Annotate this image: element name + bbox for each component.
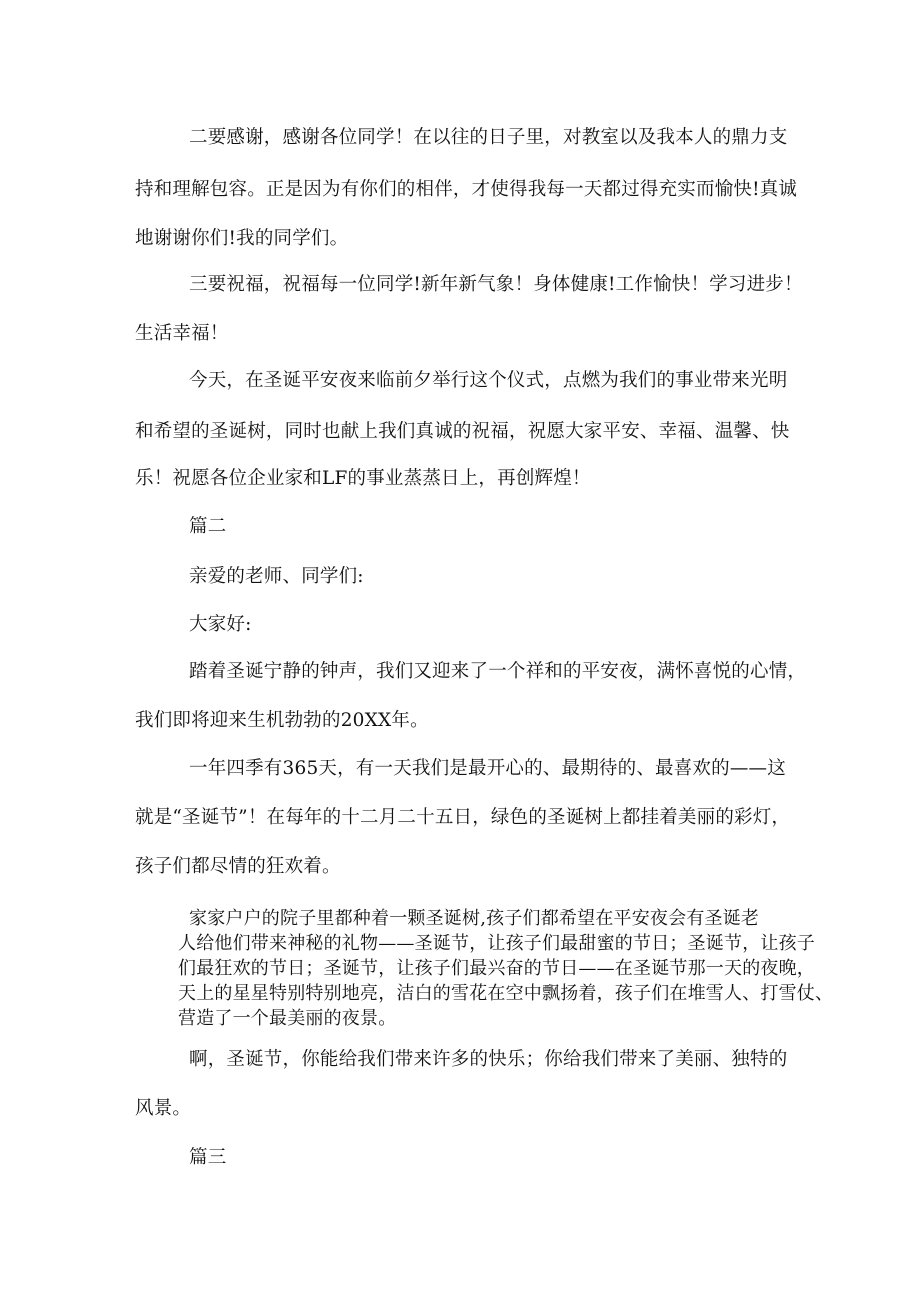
text-line: 二要感谢，感谢各位同学！在以往的日子里，对教室以及我本人的鼎力支 <box>189 127 788 148</box>
text-line: 就是“圣诞节”！在每年的十二月二十五日，绿色的圣诞树上都挂着美丽的彩灯， <box>135 807 791 828</box>
text-line: 三要祝福，祝福每一位同学!新年新气象！身体健康!工作愉快！学习进步！ <box>189 274 803 295</box>
text-line: 乐！祝愿各位企业家和LF的事业蒸蒸日上，再创辉煌！ <box>135 468 591 489</box>
section-heading: 篇三 <box>189 1147 227 1168</box>
text-line: 一年四季有365天，有一天我们是最开心的、最期待的、最喜欢的——这 <box>189 758 786 779</box>
salutation: 亲爱的老师、同学们: <box>189 566 364 587</box>
text-line: 持和理解包容。正是因为有你们的相伴，才使得我每一天都过得充实而愉快!真诚 <box>135 179 798 200</box>
text-line: 们最狂欢的节日；圣诞节，让孩子们最兴奋的节日——在圣诞节那一天的夜晚， <box>178 958 815 979</box>
text-line: 和希望的圣诞树，同时也献上我们真诚的祝福，祝愿大家平安、幸福、温馨、快 <box>135 421 790 442</box>
text-line: 人给他们带来神秘的礼物——圣诞节，让孩子们最甜蜜的节日；圣诞节，让孩子 <box>178 933 815 954</box>
text-line: 地谢谢你们!我的同学们。 <box>135 228 349 249</box>
text-line: 生活幸福！ <box>135 323 229 344</box>
text-line: 风景。 <box>135 1098 192 1119</box>
text-line: 踏着圣诞宁静的钟声，我们又迎来了一个祥和的平安夜，满怀喜悦的心情， <box>189 661 807 682</box>
section-heading: 篇二 <box>189 516 227 537</box>
greeting: 大家好: <box>189 614 252 635</box>
text-line: 我们即将迎来生机勃勃的20XX年。 <box>135 710 429 731</box>
text-line: 啊，圣诞节，你能给我们带来许多的快乐；你给我们带来了美丽、独特的 <box>189 1049 788 1070</box>
text-line: 孩子们都尽情的狂欢着。 <box>135 856 341 877</box>
text-line: 营造了一个最美丽的夜景。 <box>178 1008 397 1029</box>
text-line: 家家户户的院子里都种着一颗圣诞树,孩子们都希望在平安夜会有圣诞老 <box>189 908 760 929</box>
text-line: 天上的星星特别特别地亮，洁白的雪花在空中飘扬着，孩子们在堆雪人、打雪仗、 <box>178 983 834 1004</box>
text-line: 今天，在圣诞平安夜来临前夕举行这个仪式，点燃为我们的事业带来光明 <box>189 370 788 391</box>
